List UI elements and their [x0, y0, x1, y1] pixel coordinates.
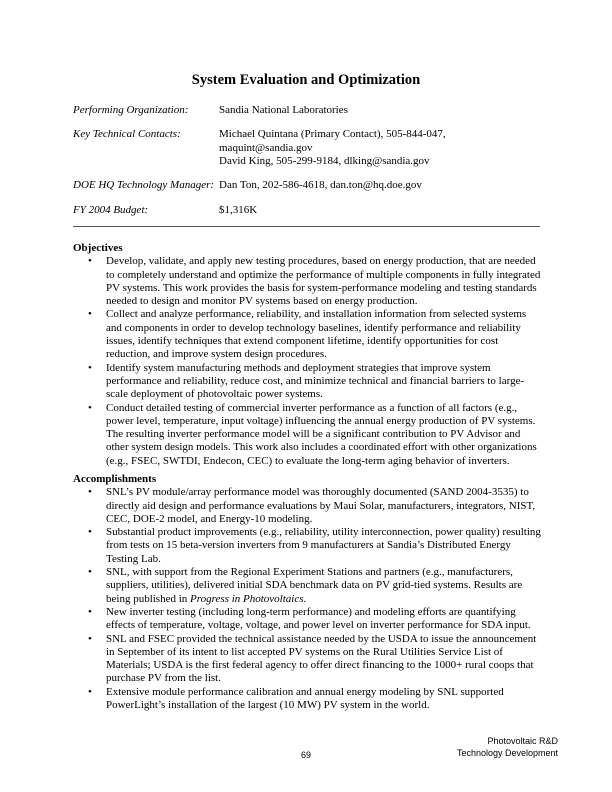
key-contact-email: maquint@sandia.gov	[219, 141, 313, 154]
objective-item: • Identify system manufacturing methods and deployment strategies that improve system performance and reliability, reduce cost, and minimize technical and financial barriers to large-scale deployment of photovoltaic power systems.	[106, 362, 543, 402]
budget-value: $1,316K	[219, 204, 258, 216]
footer-program	[457, 735, 558, 759]
objectives-list	[73, 255, 543, 468]
accomplishment-text-end: .	[303, 592, 307, 605]
key-contact-line-3: David King, 505-299-9184, dlking@sandia.gov	[219, 155, 430, 167]
journal-title: Progress in Photovoltaics	[190, 592, 304, 605]
page-number: 69	[300, 750, 311, 760]
accomplishment-text: SNL, with support from the Regional Experiment Stations and partners (e.g., manufacturers, suppliers, utilities), delivered initial SDA benchmark data on PV grid-tied systems. Results are being published in	[106, 566, 523, 605]
accomplishments-section	[73, 473, 543, 712]
page-title: System Evaluation and Optimization	[191, 72, 421, 88]
performing-org-value: Sandia National Laboratories	[219, 104, 348, 116]
accomplishment-item: • New inverter testing (including long-term performance) and modeling efforts are quantifying effects of temperature, voltage, voltage, and power level on inverter performance for SDA input.	[106, 606, 543, 633]
objectives-section	[73, 242, 543, 468]
objectives-heading: Objectives	[73, 242, 123, 254]
footer-line-2: Technology Development	[456, 748, 558, 758]
footer-line-1: Photovoltaic R&D	[487, 736, 558, 746]
accomplishment-item: • SNL’s PV module/array performance model was thoroughly documented (SAND 2004-3535) to directly aid design and performance evaluations by Maui Solar, manufacturers, integrators, NIST, CEC, DOE-2 model, and Energy-10 modeling.	[106, 486, 543, 526]
accomplishment-item	[106, 566, 543, 606]
doe-manager-label: DOE HQ Technology Manager:	[73, 179, 215, 191]
accomplishment-item: • Substantial product improvements (e.g., reliability, utility interconnection, power quality) resulting from tests on 15 beta-version inverters from 9 manufacturers at Sandia’s Distributed Energy Testing Lab.	[106, 526, 543, 566]
accomplishment-item: • Extensive module performance calibration and annual energy modeling by SNL supported PowerLight’s installation of the largest (10 MW) PV system in the world.	[106, 686, 543, 713]
key-contact-line-1: Michael Quintana (Primary Contact), 505-844-047,	[219, 128, 446, 140]
header-divider	[73, 226, 540, 227]
objective-item: • Collect and analyze performance, reliability, and installation information from selected systems and components in order to develop technology baselines, identify performance and reliability issues, identify techniques that extend component lifetime, identify opportunities for cost reduction, and improve system design procedures.	[106, 308, 543, 361]
objective-item: • Develop, validate, and apply new testing procedures, based on energy production, that are needed to completely understand and optimize the performance of multiple components in fully integrated PV systems. This work provides the basis for system-performance modeling and testing standards needed to design and monitor PV systems based on energy production.	[106, 255, 543, 308]
key-contacts-value	[219, 128, 446, 169]
performing-org-label: Performing Organization:	[73, 104, 189, 116]
objective-item: • Conduct detailed testing of commercial inverter performance as a function of all factors (e.g., power level, temperature, input voltage) influencing the annual energy production of PV systems. The resulting inverter performance model will be a significant contribution to PV Advisor and other system design models. This work also includes a coordinated effort with other organizations (e.g., FSEC, SWTDI, Endecon, CEC) to evaluate the long-term aging behavior of inverters.	[106, 402, 543, 468]
doe-manager-value: Dan Ton, 202-586-4618, dan.ton@hq.doe.gov	[219, 179, 422, 191]
accomplishments-list	[73, 486, 543, 712]
accomplishments-heading: Accomplishments	[73, 473, 157, 485]
accomplishment-item: • SNL and FSEC provided the technical assistance needed by the USDA to issue the announcement in September of its intent to list accepted PV systems on the Rural Utilities Service List of Materials; USDA is the first federal agency to offer direct financing to the 1000+ rural coops that purchase PV from the list.	[106, 633, 543, 686]
budget-label: FY 2004 Budget:	[73, 204, 149, 216]
key-contacts-label: Key Technical Contacts:	[73, 128, 181, 140]
